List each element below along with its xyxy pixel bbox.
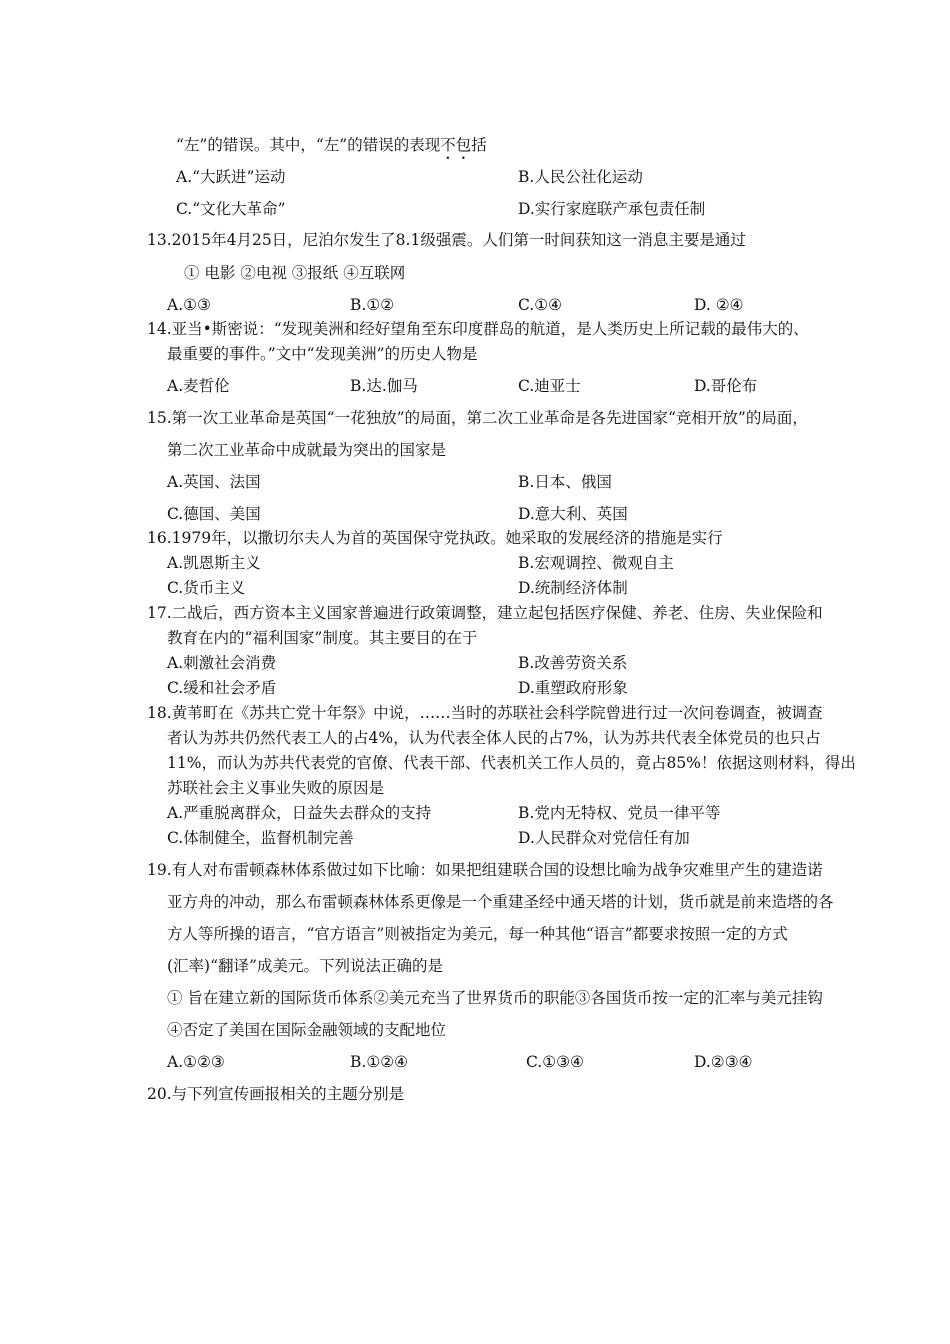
q12-option-b[interactable]: B.人民公社化运动 xyxy=(518,168,643,186)
q18-option-d[interactable]: D.人民群众对党信任有加 xyxy=(518,829,690,847)
q17-stem-line2: 教育在内的“福利国家”制度。其主要目的在于 xyxy=(167,629,478,647)
q18-option-a[interactable]: A.严重脱离群众，日益失去群众的支持 xyxy=(167,804,432,822)
q15-stem-line2: 第二次工业革命中成就最为突出的国家是 xyxy=(167,441,447,459)
q12-option-c[interactable]: C.“文化大革命” xyxy=(176,200,286,218)
emphasis-text: 不包 xyxy=(440,136,472,154)
q16-stem: 16.1979年，以撒切尔夫人为首的英国保守党执政。她采取的发展经济的措施是实行 xyxy=(147,529,723,547)
q18-option-b[interactable]: B.党内无特权、党员一律平等 xyxy=(518,804,721,822)
q16-option-c[interactable]: C.货币主义 xyxy=(167,579,246,597)
q18-stem-line1: 18.黄苇町在《苏共亡党十年祭》中说，……当时的苏联社会科学院曾进行过一次问卷调查，被调查 xyxy=(147,704,823,722)
q18-stem-line4: 苏联社会主义事业失败的原因是 xyxy=(167,779,385,797)
q15-option-c[interactable]: C.德国、美国 xyxy=(167,505,261,523)
q14-option-b[interactable]: B.达.伽马 xyxy=(350,377,418,395)
q19-option-d[interactable]: D.②③④ xyxy=(694,1053,753,1071)
q12-option-a[interactable]: A.“大跃进”运动 xyxy=(176,168,286,186)
q19-option-b[interactable]: B.①②④ xyxy=(350,1053,409,1071)
q17-option-a[interactable]: A.刺激社会消费 xyxy=(167,654,277,672)
q14-stem-line1: 14.亚当•斯密说：“发现美洲和经好望角至东印度群岛的航道，是人类历史上所记载的最伟大的、 xyxy=(147,320,809,338)
q15-option-d[interactable]: D.意大利、英国 xyxy=(518,505,628,523)
q13-items: ① 电影 ②电视 ③报纸 ④互联网 xyxy=(184,264,406,282)
q16-option-d[interactable]: D.统制经济体制 xyxy=(518,579,628,597)
q19-stem-line1: 19.有人对布雷顿森林体系做过如下比喻：如果把组建联合国的设想比喻为战争灾难里产生的建造诺 xyxy=(147,861,823,879)
q15-option-b[interactable]: B.日本、俄国 xyxy=(518,473,612,491)
q20-stem: 20.与下列宣传画报相关的主题分别是 xyxy=(147,1085,405,1103)
q17-option-b[interactable]: B.改善劳资关系 xyxy=(518,654,628,672)
q13-stem: 13.2015年4月25日，尼泊尔发生了8.1级强震。人们第一时间获知这一消息主要是通过 xyxy=(147,231,746,249)
q19-stem-line3: 方人等所操的语言，“官方语言”则被指定为美元，每一种其他“语言”都要求按照一定的方式 xyxy=(167,925,788,943)
q18-stem-line2: 者认为苏共仍然代表工人的占4%，认为代表全体人民的占7%，认为苏共代表全体党员的也只占 xyxy=(167,729,821,747)
q16-option-b[interactable]: B.宏观调控、微观自主 xyxy=(518,554,674,572)
q14-option-d[interactable]: D.哥伦布 xyxy=(694,377,758,395)
q17-option-d[interactable]: D.重塑政府形象 xyxy=(518,679,628,697)
q18-stem-line3: 11%，而认为苏共代表党的官僚、代表干部、代表机关工作人员的，竟占85%！依据这则材料，得出 xyxy=(167,754,856,772)
q17-option-c[interactable]: C.缓和社会矛盾 xyxy=(167,679,277,697)
q13-option-c[interactable]: C.①④ xyxy=(518,296,563,314)
q12-option-d[interactable]: D.实行家庭联产承包责任制 xyxy=(518,200,706,218)
q12-stem-line: “左”的错误。其中，“左”的错误的表现不包括 xyxy=(176,136,487,154)
q19-items-line2: ④否定了美国在国际金融领域的支配地位 xyxy=(167,1021,447,1039)
q18-option-c[interactable]: C.体制健全，监督机制完善 xyxy=(167,829,354,847)
q14-option-c[interactable]: C.迪亚士 xyxy=(518,377,581,395)
q19-items-line1: ① 旨在建立新的国际货币体系②美元充当了世界货币的职能③各国货币按一定的汇率与美元挂钩 xyxy=(167,989,823,1007)
q19-stem-line2: 亚方舟的冲动，那么布雷顿森林体系更像是一个重建圣经中通天塔的计划，货币就是前来造塔的各 xyxy=(167,893,834,911)
q15-stem-line1: 15.第一次工业革命是英国“一花独放”的局面，第二次工业革命是各先进国家“竞相开放”的局面， xyxy=(147,409,808,427)
q15-option-a[interactable]: A.英国、法国 xyxy=(167,473,261,491)
q13-option-b[interactable]: B.①② xyxy=(350,296,395,314)
q16-option-a[interactable]: A.凯恩斯主义 xyxy=(167,554,261,572)
q14-option-a[interactable]: A.麦哲伦 xyxy=(167,377,230,395)
q13-option-a[interactable]: A.①③ xyxy=(167,296,211,314)
q17-stem-line1: 17.二战后，西方资本主义国家普遍进行政策调整，建立起包括医疗保健、养老、住房、失业保险和 xyxy=(147,604,823,622)
q14-stem-line2: 最重要的事件。”文中“发现美洲”的历史人物是 xyxy=(167,345,478,363)
q19-option-a[interactable]: A.①②③ xyxy=(167,1053,225,1071)
q19-stem-line4: (汇率)“翻译”成美元。下列说法正确的是 xyxy=(167,957,443,975)
q19-option-c[interactable]: C.①③④ xyxy=(526,1053,584,1071)
q13-option-d[interactable]: D. ②④ xyxy=(694,296,744,314)
